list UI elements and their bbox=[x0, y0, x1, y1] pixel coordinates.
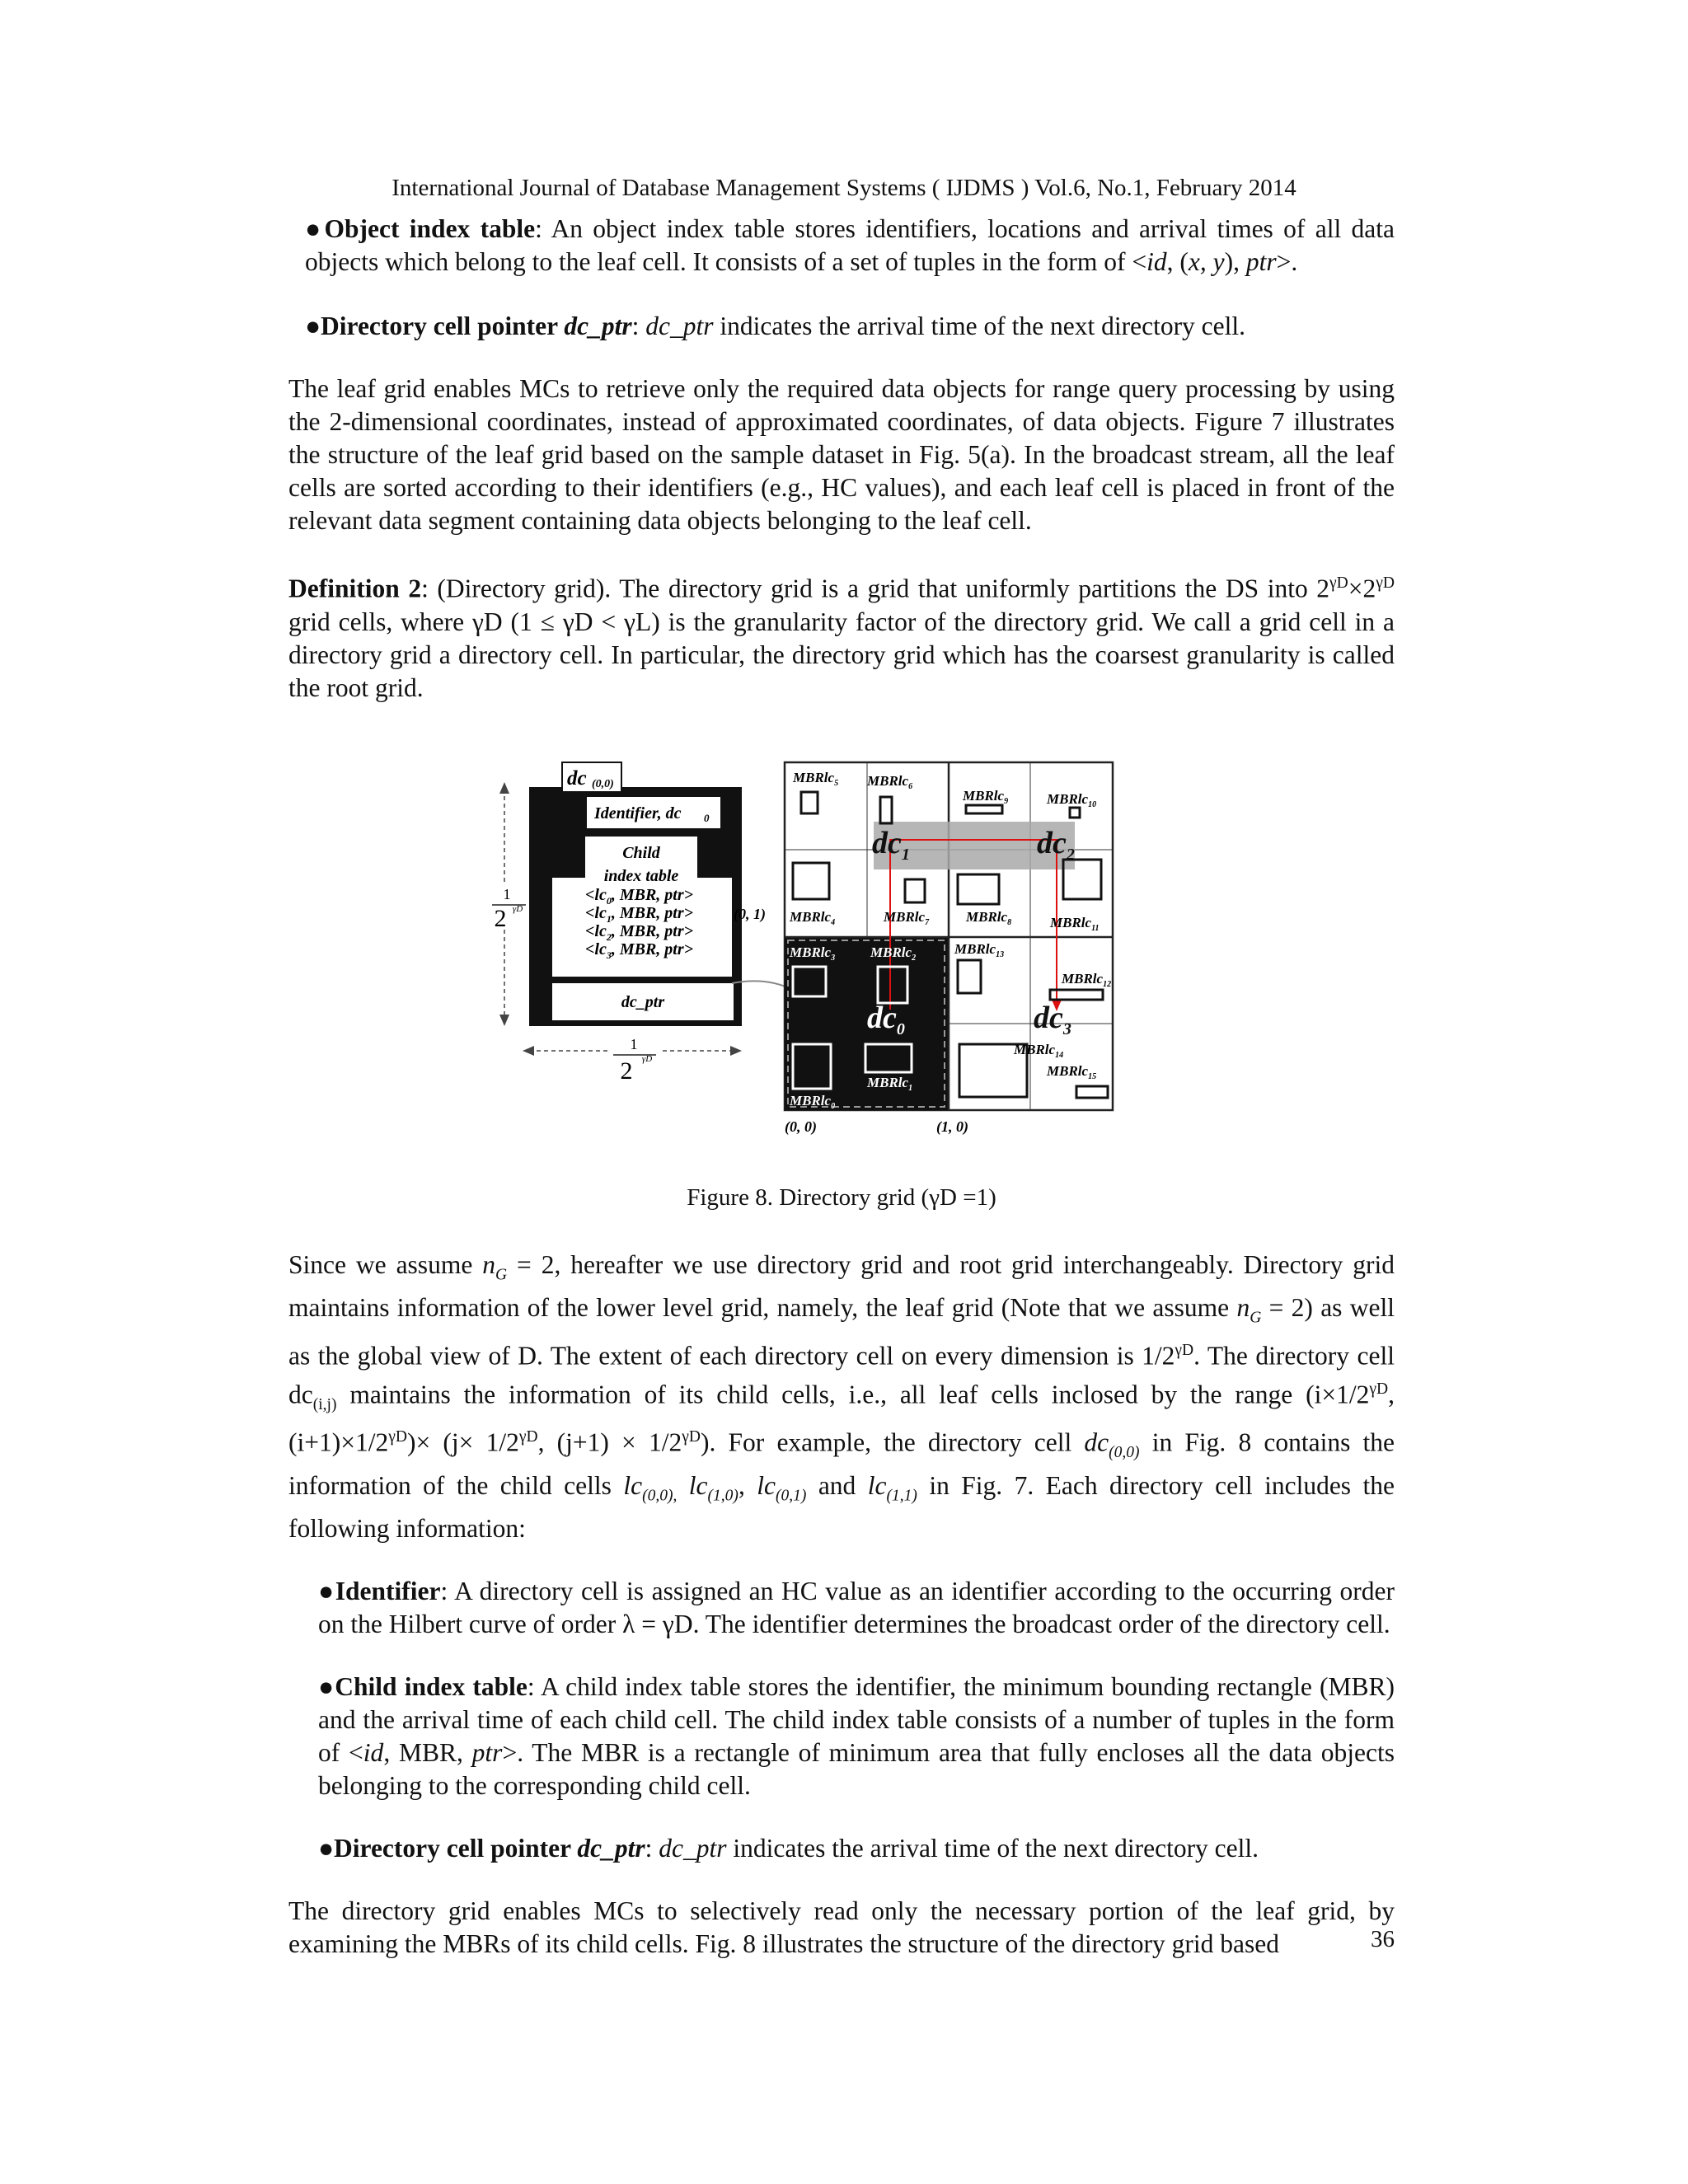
mbr-label: MBRlc$_{10}$ bbox=[1047, 790, 1097, 809]
dc1-label: $dc_1$ bbox=[872, 825, 910, 864]
mbr-label: MBRlc$_4$ bbox=[790, 908, 836, 927]
child-index-row: $<lc_3$, MBR, ptr> bbox=[585, 940, 694, 961]
directory-cell-pointer-item-2: ●Directory cell pointer dc_ptr: dc_ptr indicates the arrival time of the next directory cell. bbox=[318, 1834, 1259, 1863]
child-index-rows bbox=[585, 886, 693, 961]
dc0-label: $dc_0$ bbox=[867, 1000, 905, 1038]
coord-0-1: (0, 1) bbox=[734, 905, 766, 922]
frac-num-left: 1 bbox=[503, 885, 511, 902]
mbr-label: MBRlc$_{13}$ bbox=[954, 940, 1005, 959]
figure-8-caption: Figure 8. Directory grid (γD =1) bbox=[687, 1183, 996, 1211]
frac-exp-bottom: γD bbox=[641, 1053, 653, 1064]
directory-grid-paragraph: Since we assume $n_G = 2$, hereafter we use directory grid and root grid interchangeably. Directory grid maintains information of the lower level grid, namely, the leaf grid (Note that we assume $n_G = 2$) as well as the global view of D. The extent of each directory cell on every dimension is $1/2^{\gamma D}$. The directory cell $dc_{(i,j)}$ maintains the information of its child cells, i.e., all leaf cells inclosed by the range ($i\times 1/2^{\gamma D}$, $(i+1)\times 1/2^{\gamma D})\times (j\times 1/2^{\gamma D}$, $(j+1) \times 1/2^{\gamma D}$). For example, the directory cell $dc_{(0,0)}$ in Fig. 8 contains the information of the child cells $lc_{(0,0),}$ $lc_{(1,0)}$, $lc_{(0,1)}$ and $lc_{(1,1)}$ in Fig. 7. Each directory cell includes the following information: bbox=[288, 1249, 1395, 1544]
directory-grid bbox=[734, 762, 1113, 1136]
child-index-row: $<lc_1$, MBR, ptr> bbox=[585, 903, 694, 925]
frac-exp-left: γD bbox=[512, 903, 523, 914]
mbr-label: MBRlc$_2$ bbox=[870, 944, 917, 963]
identifier-item: ●Identifier: A directory cell is assigned an HC value as an identifier according to the occurring order on the Hilbert curve of order λ = γD. The identifier determines the broadcast order of the directory cell. bbox=[318, 1577, 1395, 1639]
definition-2: Definition 2: (Directory grid). The directory grid is a grid that uniformly partitions the DS into $2^{\gamma D}\times 2^{\gamma D}$ grid cells, where γD (1 ≤ γD < γL) is the granularity factor of the directory grid. We call a grid cell in a directory grid a directory cell. In particular, the directory grid which has the coarsest granularity is called the root grid. bbox=[288, 574, 1395, 702]
mbr-label: MBRlc$_{14}$ bbox=[1014, 1041, 1064, 1060]
leaf-grid-paragraph: The leaf grid enables MCs to retrieve only the required data objects for range query processing by using the 2-dimensional coordinates, instead of approximated coordinates, of data objects. Figure 7 illustrates the structure of the leaf grid based on the sample dataset in Fig. 5(a). In the broadcast stream, all the leaf cells are sorted according to their identifiers (e.g., HC values), and each leaf cell is placed in front of the relevant data segment containing data objects belonging to the leaf cell. bbox=[288, 374, 1395, 535]
identifier-label: Identifier, dc bbox=[594, 804, 682, 823]
identifier-sub: 0 bbox=[704, 811, 710, 824]
mbr-label: MBRlc$_0$ bbox=[790, 1092, 836, 1111]
arrow-right-icon bbox=[730, 1046, 742, 1056]
mbr-label: MBRlc$_8$ bbox=[966, 908, 1012, 927]
frac-den-left: 2 bbox=[494, 904, 507, 932]
index-table-label: index table bbox=[603, 866, 679, 885]
directory-cell-structure bbox=[488, 762, 797, 1085]
child-index-row: $<lc_0$, MBR, ptr> bbox=[585, 885, 694, 907]
directory-cell-pointer-item: ●Directory cell pointer dc_ptr: dc_ptr indicates the arrival time of the next directory cell. bbox=[305, 312, 1246, 340]
mbr-label: MBRlc$_{11}$ bbox=[1050, 914, 1100, 933]
dc-label-sub: (0,0) bbox=[592, 777, 614, 790]
directory-grid-figure bbox=[486, 754, 1195, 1150]
bullet-glyph: ● bbox=[305, 312, 321, 340]
mbr-label: MBRlc$_3$ bbox=[790, 944, 836, 963]
coord-0-0: (0, 0) bbox=[785, 1118, 817, 1135]
arrow-down-icon bbox=[499, 1015, 509, 1026]
dc3-label: $dc_3$ bbox=[1034, 1000, 1071, 1038]
mbr-label: MBRlc$_{15}$ bbox=[1047, 1062, 1097, 1081]
dc2-label: $dc_2$ bbox=[1037, 825, 1075, 864]
page-body bbox=[288, 213, 1395, 1961]
mbr-label: MBRlc$_6$ bbox=[867, 772, 913, 791]
mbr-label: MBRlc$_7$ bbox=[884, 908, 930, 927]
mbr-label: MBRlc$_5$ bbox=[793, 769, 839, 788]
child-index-table-item: ●Child index table: A child index table stores the identifier, the minimum bounding rectangle (MBR) and the arrival time of each child cell. The child index table consists of a number of tuples in the form of <id, MBR, ptr>. The MBR is a rectangle of minimum area that fully encloses all the data objects belonging to the corresponding child cell. bbox=[318, 1672, 1395, 1801]
figure-8 bbox=[288, 754, 1395, 1174]
frac-num-bottom: 1 bbox=[630, 1035, 638, 1052]
term-object-index-table: Object index table bbox=[324, 214, 536, 243]
coord-1-0: (1, 0) bbox=[936, 1118, 968, 1135]
directory-grid-usage-paragraph: The directory grid enables MCs to selectively read only the necessary portion of the leaf grid, by examining the MBRs of its child cells. Fig. 8 illustrates the structure of the directory grid based bbox=[288, 1896, 1395, 1959]
child-index-row: $<lc_2$, MBR, ptr> bbox=[585, 921, 694, 943]
dc-label: dc bbox=[567, 766, 587, 790]
child-label: Child bbox=[622, 843, 660, 862]
object-index-table-item: ●Object index table: An object index table stores identifiers, locations and arrival times of all data objects which belong to the leaf cell. It consists of a set of tuples in the form of <id, (x, y), ptr>. bbox=[305, 214, 1395, 276]
mbr-label: MBRlc$_{12}$ bbox=[1062, 970, 1112, 989]
arrow-up-icon bbox=[499, 782, 509, 794]
page-number: 36 bbox=[1371, 1926, 1395, 1952]
running-header: International Journal of Database Management Systems ( IJDMS ) Vol.6, No.1, February 2014 bbox=[392, 175, 1296, 201]
arrow-left-icon bbox=[523, 1046, 534, 1056]
frac-den-bottom: 2 bbox=[620, 1057, 633, 1085]
mbr-label: MBRlc$_1$ bbox=[867, 1074, 913, 1093]
dc-ptr-label: dc_ptr bbox=[621, 992, 665, 1011]
mbr-label: MBRlc$_9$ bbox=[963, 787, 1009, 806]
bullet-glyph: ● bbox=[305, 214, 325, 243]
dc0-quadrant bbox=[785, 937, 948, 1110]
